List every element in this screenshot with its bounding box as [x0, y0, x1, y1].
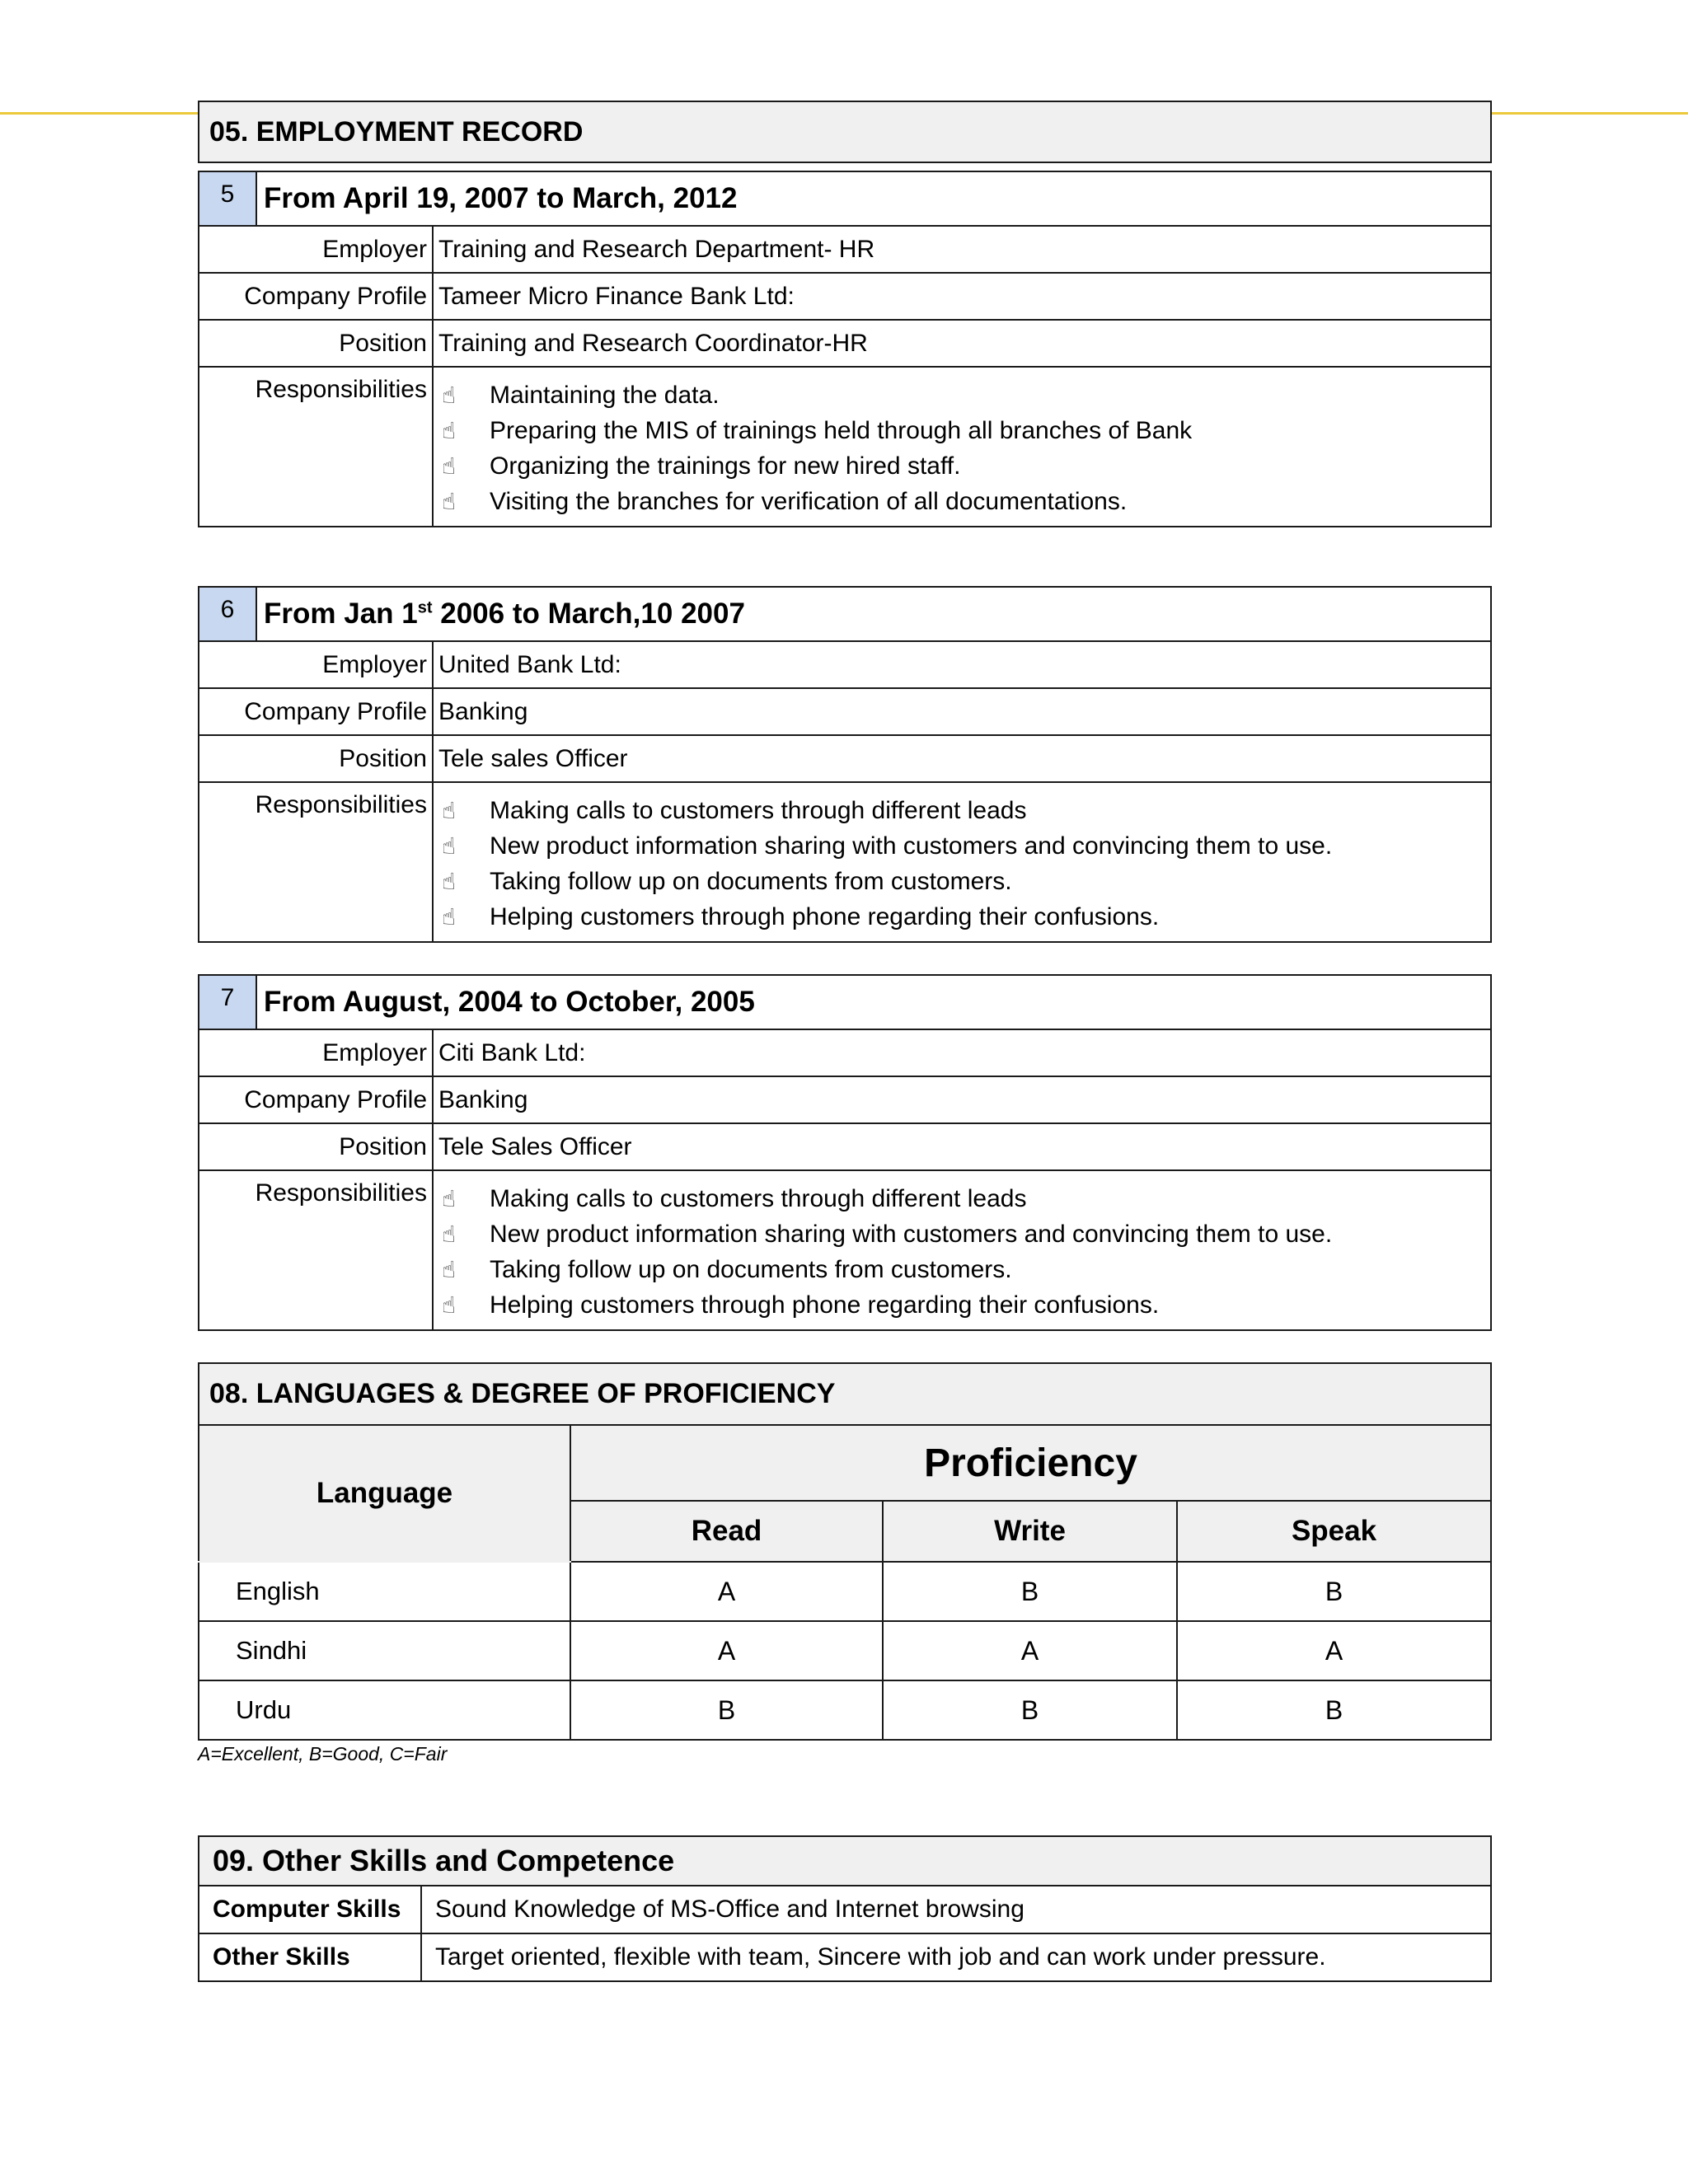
section-title: 05. EMPLOYMENT RECORD: [199, 101, 1491, 162]
computer-skills-value: Sound Knowledge of MS-Office and Internet browsing: [421, 1886, 1491, 1933]
job-date-range: From Jan 1st 2006 to March,10 2007: [256, 587, 1491, 641]
employer-value: Training and Research Department- HR: [433, 226, 1491, 273]
write-grade: B: [883, 1562, 1177, 1621]
job-record: [198, 171, 1492, 527]
other-skills-value: Target oriented, flexible with team, Sincere with job and can work under pressure.: [421, 1933, 1491, 1981]
job-date-range: From April 19, 2007 to March, 2012: [256, 171, 1491, 226]
read-column-header: Read: [570, 1501, 883, 1562]
list-item: ☝ New product information sharing with customers and convincing them to use.: [434, 1216, 1490, 1252]
speak-grade: A: [1177, 1621, 1491, 1680]
other-skills-label: Other Skills: [199, 1933, 421, 1981]
speak-grade: B: [1177, 1680, 1491, 1740]
job-date-range: From August, 2004 to October, 2005: [256, 975, 1491, 1029]
skills-table: [198, 1835, 1492, 1982]
employer-value: United Bank Ltd:: [433, 641, 1491, 688]
company-profile-label: Company Profile: [199, 688, 433, 735]
pointing-hand-icon: ☝: [442, 1186, 457, 1212]
employment-section-header: [198, 101, 1492, 163]
computer-skills-label: Computer Skills: [199, 1886, 421, 1933]
list-item: ☝ Making calls to customers through different leads: [434, 1181, 1490, 1216]
responsibilities-list: [434, 783, 1490, 941]
company-profile-label: Company Profile: [199, 273, 433, 320]
language-name: Sindhi: [199, 1621, 570, 1680]
table-row: [199, 1886, 1491, 1933]
employer-value: Citi Bank Ltd:: [433, 1029, 1491, 1076]
write-column-header: Write: [883, 1501, 1177, 1562]
list-item: ☝ Taking follow up on documents from customers.: [434, 1252, 1490, 1287]
pointing-hand-icon: ☝: [442, 418, 457, 443]
responsibilities-list: [434, 368, 1490, 526]
proficiency-legend: A=Excellent, B=Good, C=Fair: [198, 1743, 448, 1765]
read-grade: A: [570, 1621, 883, 1680]
language-name: Urdu: [199, 1680, 570, 1740]
list-item: ☝ New product information sharing with customers and convincing them to use.: [434, 828, 1490, 864]
speak-column-header: Speak: [1177, 1501, 1491, 1562]
section-title: 09. Other Skills and Competence: [199, 1836, 1491, 1886]
company-profile-value: Banking: [433, 1076, 1491, 1123]
position-label: Position: [199, 1123, 433, 1170]
pointing-hand-icon: ☝: [442, 1221, 457, 1247]
language-column-header: Language: [199, 1425, 570, 1562]
employer-label: Employer: [199, 641, 433, 688]
list-item: ☝ Organizing the trainings for new hired staff.: [434, 448, 1490, 484]
list-item: ☝ Taking follow up on documents from customers.: [434, 864, 1490, 899]
job-number: 5: [199, 171, 256, 226]
table-row: [199, 1562, 1491, 1621]
write-grade: B: [883, 1680, 1177, 1740]
list-item: ☝ Maintaining the data.: [434, 377, 1490, 413]
pointing-hand-icon: ☝: [442, 798, 457, 823]
position-label: Position: [199, 320, 433, 367]
position-value: Tele sales Officer: [433, 735, 1491, 782]
list-item: ☝ Helping customers through phone regarding their confusions.: [434, 899, 1490, 935]
list-item: ☝ Making calls to customers through different leads: [434, 793, 1490, 828]
pointing-hand-icon: ☝: [442, 869, 457, 894]
responsibilities-label: Responsibilities: [199, 1170, 433, 1330]
language-name: English: [199, 1562, 570, 1621]
table-row: [199, 1680, 1491, 1740]
company-profile-value: Tameer Micro Finance Bank Ltd:: [433, 273, 1491, 320]
read-grade: A: [570, 1562, 883, 1621]
speak-grade: B: [1177, 1562, 1491, 1621]
pointing-hand-icon: ☝: [442, 489, 457, 514]
position-label: Position: [199, 735, 433, 782]
employer-label: Employer: [199, 226, 433, 273]
job-record: [198, 586, 1492, 943]
pointing-hand-icon: ☝: [442, 833, 457, 859]
job-number: 6: [199, 587, 256, 641]
responsibilities-label: Responsibilities: [199, 367, 433, 527]
job-record: [198, 974, 1492, 1331]
list-item: ☝ Visiting the branches for verification of all documentations.: [434, 484, 1490, 519]
write-grade: A: [883, 1621, 1177, 1680]
proficiency-header: Proficiency: [570, 1425, 1491, 1501]
job-number: 7: [199, 975, 256, 1029]
pointing-hand-icon: ☝: [442, 453, 457, 479]
responsibilities-list: [434, 1171, 1490, 1329]
responsibilities-label: Responsibilities: [199, 782, 433, 942]
pointing-hand-icon: ☝: [442, 1257, 457, 1282]
pointing-hand-icon: ☝: [442, 904, 457, 930]
table-row: [199, 1933, 1491, 1981]
employer-label: Employer: [199, 1029, 433, 1076]
position-value: Training and Research Coordinator-HR: [433, 320, 1491, 367]
languages-table: [198, 1362, 1492, 1741]
pointing-hand-icon: ☝: [442, 1292, 457, 1318]
list-item: ☝ Helping customers through phone regarding their confusions.: [434, 1287, 1490, 1323]
table-row: [199, 1621, 1491, 1680]
read-grade: B: [570, 1680, 883, 1740]
list-item: ☝ Preparing the MIS of trainings held through all branches of Bank: [434, 413, 1490, 448]
company-profile-value: Banking: [433, 688, 1491, 735]
position-value: Tele Sales Officer: [433, 1123, 1491, 1170]
pointing-hand-icon: ☝: [442, 382, 457, 408]
company-profile-label: Company Profile: [199, 1076, 433, 1123]
section-title: 08. LANGUAGES & DEGREE OF PROFICIENCY: [199, 1363, 1491, 1425]
